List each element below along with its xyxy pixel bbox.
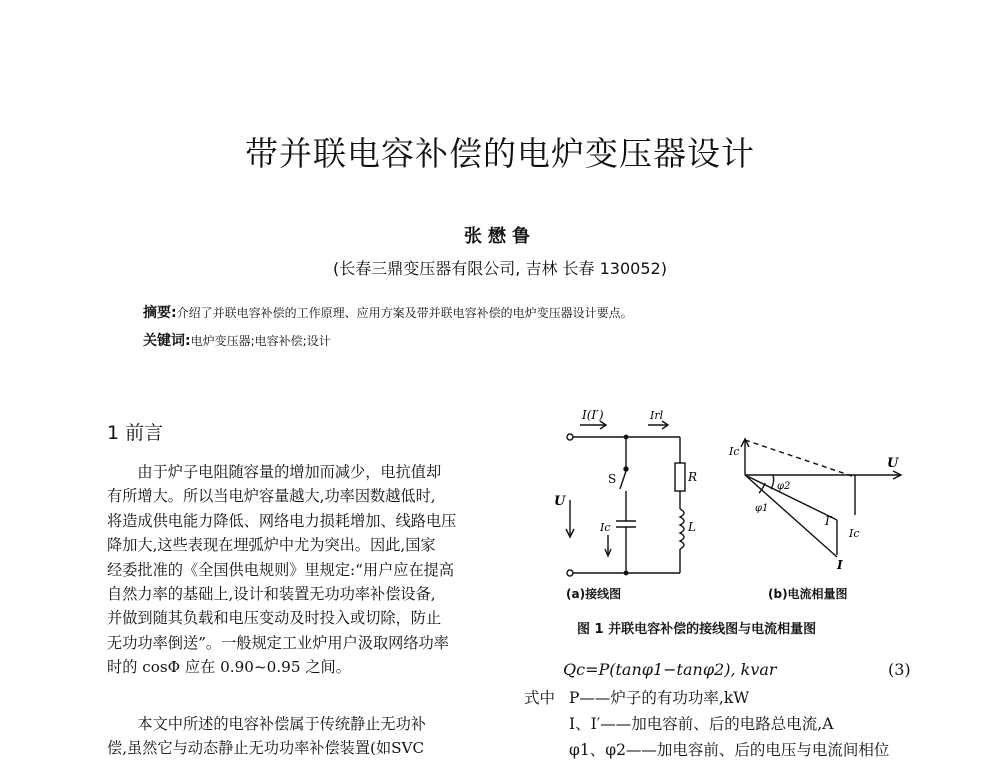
dashed-line xyxy=(745,440,855,477)
phasor-label-u: U xyxy=(887,456,899,471)
terminal-bottom xyxy=(567,570,573,576)
terminal-top xyxy=(567,434,573,440)
inductor xyxy=(680,509,684,549)
text-line: 无功功率倒送”。一般规定工业炉用户汲取网络功率 xyxy=(107,633,449,652)
label-current-in: I(I′) xyxy=(582,408,604,422)
label-switch: S xyxy=(608,472,617,486)
caption-a: (a)接线图 xyxy=(566,587,622,601)
equation: Qc=P(tanφ1−tanφ2), kvar xyxy=(563,660,777,679)
text-line: 自然力率的基础上,设计和装置无功功率补偿设备, xyxy=(107,585,436,604)
resistor xyxy=(675,463,685,491)
text-line: 经委批准的《全国供电规则》里规定:“用户应在提高 xyxy=(107,560,455,579)
phasor-label-phi2: φ2 xyxy=(777,481,791,492)
label-voltage: U xyxy=(554,494,566,509)
abstract-label: 摘要: xyxy=(143,305,177,321)
paper-title: 带并联电容补偿的电炉变压器设计 xyxy=(245,134,755,173)
section-heading: 1 前言 xyxy=(107,422,164,444)
author-name: 张懋鲁 xyxy=(464,226,536,247)
keywords xyxy=(143,330,331,350)
caption-b: (b)电流相量图 xyxy=(768,587,848,601)
phasor-label-i-prime: I′ xyxy=(825,514,833,528)
keywords-text: 电炉变压器;电容补偿;设计 xyxy=(190,334,331,348)
phasor-label-phi1: φ1 xyxy=(755,503,769,514)
phasor-label-ic-right: Ic xyxy=(849,527,860,540)
definition-row xyxy=(569,712,833,734)
author-affiliation: (长春三鼎变压器有限公司, 吉林 长春 130052) xyxy=(333,259,667,278)
abstract xyxy=(143,302,633,322)
i-vector xyxy=(745,475,837,557)
definitions-intro: 式中 xyxy=(524,689,556,707)
text-line: 由于炉子电阻随容量的增加而减少，电抗值却 xyxy=(137,463,442,481)
intro-paragraph-1 xyxy=(107,460,497,680)
figure-title: 图 1 并联电容补偿的接线图与电流相量图 xyxy=(577,622,817,637)
definition-row xyxy=(524,686,749,708)
abstract-text: 介绍了并联电容补偿的工作原理、应用方案及带并联电容补偿的电炉变压器设计要点。 xyxy=(176,306,633,320)
text-line: 将造成供电能力降低、网络电力损耗增加、线路电压 xyxy=(107,511,457,530)
label-resistor: R xyxy=(688,470,698,484)
keywords-label: 关键词: xyxy=(143,333,191,349)
definition-item: I、I′——加电容前、后的电路总电流,A xyxy=(569,715,834,733)
label-inductor: L xyxy=(688,520,696,534)
text-line: 本文中所述的电容补偿属于传统静止无功补 xyxy=(137,715,426,733)
intro-paragraph-2 xyxy=(107,712,497,761)
circuit-diagram xyxy=(548,405,698,585)
switch-blade xyxy=(620,471,626,489)
phasor-label-i: I xyxy=(837,558,843,572)
text-line: 降加大,这些表现在埋弧炉中尤为突出。因此,国家 xyxy=(107,536,436,555)
text-line: 偿,虽然它与动态静止无功功率补偿装置(如SVC xyxy=(107,739,425,758)
definition-item: φ1、φ2——加电容前、后的电压与电流间相位 xyxy=(569,741,890,759)
text-line: 时的 cosΦ 应在 0.90~0.95 之间。 xyxy=(107,658,351,677)
phasor-label-ic-top: Ic xyxy=(729,445,740,458)
definition-item: P——炉子的有功功率,kW xyxy=(569,689,750,707)
label-cap-current: Ic xyxy=(600,521,611,534)
label-current-rl: Irl xyxy=(650,409,664,422)
phasor-diagram xyxy=(725,425,915,575)
text-line: 有所增大。所以当电炉容量越大,功率因数越低时, xyxy=(107,487,436,506)
definition-row xyxy=(569,738,889,760)
text-line: 并做到随其负载和电压变动及时投入或切除，防止 xyxy=(107,609,442,628)
equation-number: (3) xyxy=(888,660,911,679)
